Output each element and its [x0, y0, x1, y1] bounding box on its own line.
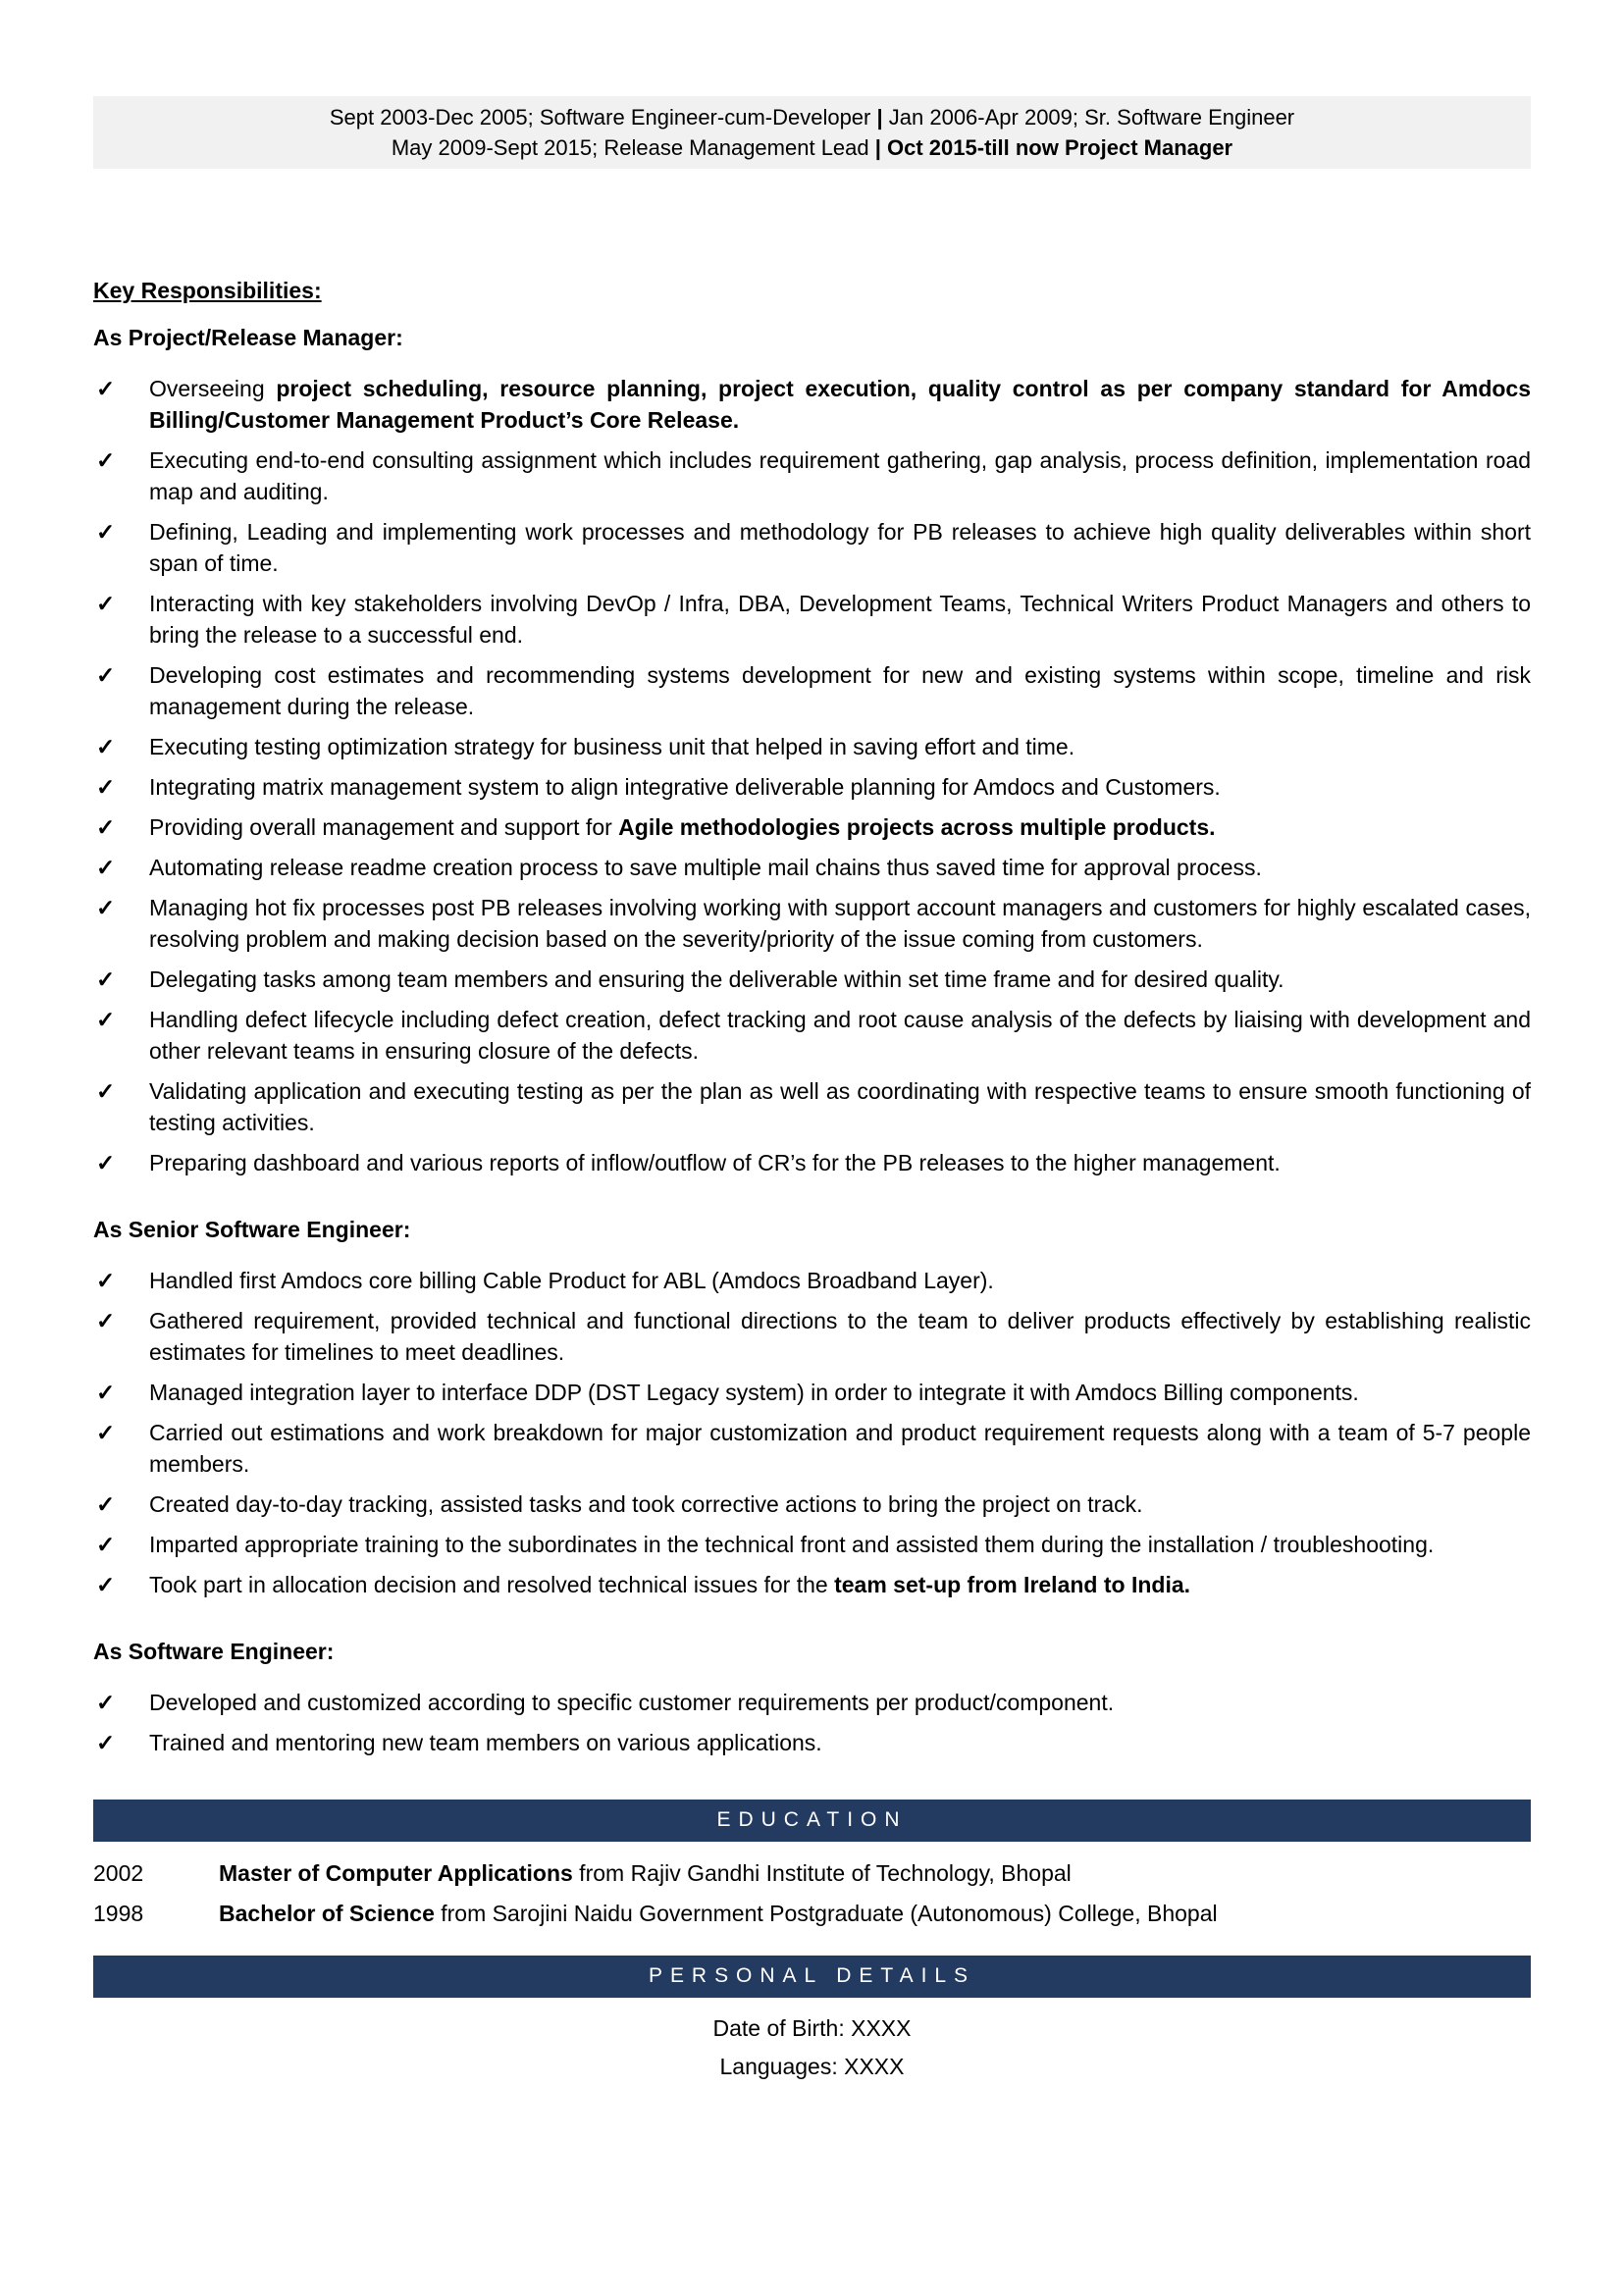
education-section-title: EDUCATION [716, 1808, 908, 1831]
bullet-text [149, 662, 1531, 719]
text-run: Defining, Leading and implementing work processes and methodology for PB releases to achieve high quality deliverables within short span of time. [149, 519, 1531, 576]
bullet-text [149, 1308, 1531, 1365]
checkmark-icon: ✓ [96, 376, 116, 401]
checkmark-icon: ✓ [96, 1078, 116, 1104]
bullet-text [149, 1572, 1190, 1597]
checkmark-icon: ✓ [96, 1690, 116, 1715]
bullet-text [149, 1491, 1143, 1517]
text-run: Executing end-to-end consulting assignment which includes requirement gathering, gap analysis, process definition, implementation road map and auditing. [149, 447, 1531, 504]
checkmark-icon: ✓ [96, 1730, 116, 1755]
text-run: Handling defect lifecycle including defect creation, defect tracking and root cause analysis of the defects by liaising with development and other relevant teams in ensuring closure of the defects. [149, 1007, 1531, 1064]
bullet-item [93, 964, 1531, 995]
text-run: Took part in allocation decision and resolved technical issues for the [149, 1572, 835, 1597]
checkmark-icon: ✓ [96, 447, 116, 473]
bullet-text [149, 1380, 1359, 1405]
bullet-list [93, 1687, 1531, 1758]
education-year: 2002 [93, 1860, 144, 1886]
text-run: Carried out estimations and work breakdown for major customization and product requirement requests along with a team of 5-7 people members. [149, 1420, 1531, 1477]
text-run: Preparing dashboard and various reports of inflow/outflow of CR’s for the PB releases to the higher management. [149, 1150, 1281, 1175]
checkmark-icon: ✓ [96, 519, 116, 545]
text-run: Master of Computer Applications [219, 1860, 573, 1886]
bullet-text [149, 774, 1221, 800]
bullet-text [149, 855, 1262, 880]
checkmark-icon: ✓ [96, 1308, 116, 1333]
checkmark-icon: ✓ [96, 1572, 116, 1597]
bullet-list [93, 373, 1531, 1178]
bullet-text [149, 895, 1531, 952]
bullet-item [93, 1727, 1531, 1758]
bullet-text [149, 1268, 994, 1293]
checkmark-icon: ✓ [96, 591, 116, 616]
bullet-text [149, 376, 1531, 433]
bullet-text [149, 1007, 1531, 1064]
personal-details-lines [93, 2009, 1531, 2086]
text-run: from Sarojini Naidu Government Postgraduate (Autonomous) College, Bhopal [434, 1901, 1218, 1926]
checkmark-icon: ✓ [96, 1420, 116, 1445]
text-run: Integrating matrix management system to align integrative deliverable planning for Amdocs and Customers. [149, 774, 1221, 800]
education-row [93, 1898, 1531, 1930]
bullet-item [93, 1417, 1531, 1480]
text-run: Delegating tasks among team members and ensuring the deliverable within set time frame and for desired quality. [149, 966, 1284, 992]
checkmark-icon: ✓ [96, 734, 116, 759]
bullet-item [93, 1569, 1531, 1600]
checkmark-icon: ✓ [96, 895, 116, 920]
bullet-text [149, 734, 1074, 759]
text-run: Agile methodologies projects across multiple products. [618, 814, 1216, 840]
employment-history-line-2 [93, 132, 1531, 163]
bullet-text [149, 1078, 1531, 1135]
text-run: Validating application and executing testing as per the plan as well as coordinating with respective teams to ensure smooth functioning of testing activities. [149, 1078, 1531, 1135]
text-run: Interacting with key stakeholders involving DevOp / Infra, DBA, Development Teams, Technical Writers Product Managers and others to bring the release to a successful end. [149, 591, 1531, 648]
bullet-item [93, 1687, 1531, 1718]
checkmark-icon: ✓ [96, 1007, 116, 1032]
bullet-text [149, 1730, 822, 1755]
text-run: Sept 2003-Dec 2005; Software Engineer-cum-Developer [329, 105, 877, 130]
responsibility-subsections [93, 322, 1531, 1758]
text-run: Managed integration layer to interface DDP (DST Legacy system) in order to integrate it with Amdocs Billing components. [149, 1380, 1359, 1405]
text-run: team set-up from Ireland to India. [834, 1572, 1191, 1597]
employment-history-line-1 [93, 102, 1531, 132]
checkmark-icon: ✓ [96, 966, 116, 992]
bullet-item [93, 852, 1531, 883]
bullet-item [93, 1147, 1531, 1178]
text-run: Executing testing optimization strategy for business unit that helped in saving effort and time. [149, 734, 1075, 759]
bullet-text [149, 814, 1216, 840]
bullet-item [93, 1529, 1531, 1560]
text-run: Created day-to-day tracking, assisted tasks and took corrective actions to bring the project on track. [149, 1491, 1143, 1517]
text-run: Jan 2006-Apr 2009; Sr. Software Engineer [888, 105, 1295, 130]
bullet-item [93, 1004, 1531, 1067]
checkmark-icon: ✓ [96, 662, 116, 688]
checkmark-icon: ✓ [96, 774, 116, 800]
bullet-list [93, 1265, 1531, 1600]
education-row [93, 1857, 1531, 1890]
subsection-heading: As Senior Software Engineer: [93, 1217, 411, 1242]
bullet-text [149, 591, 1531, 648]
text-run: Managing hot fix processes post PB releases involving working with support account managers and customers for highly escalated cases, resolving problem and making decision based on the severity/priority of the issue coming from customers. [149, 895, 1531, 952]
bullet-text [149, 1690, 1114, 1715]
checkmark-icon: ✓ [96, 1491, 116, 1517]
text-run: | [876, 105, 889, 130]
bullet-text [149, 1532, 1434, 1557]
subsection-heading: As Project/Release Manager: [93, 325, 403, 350]
bullet-item [93, 771, 1531, 803]
checkmark-icon: ✓ [96, 1268, 116, 1293]
bullet-item [93, 1075, 1531, 1138]
text-run: Bachelor of Science [219, 1901, 435, 1926]
bullet-text [149, 447, 1531, 504]
bullet-item [93, 731, 1531, 762]
text-run: Developing cost estimates and recommending systems development for new and existing systems within scope, timeline and risk management during the release. [149, 662, 1531, 719]
bullet-item [93, 588, 1531, 651]
text-run: Developed and customized according to specific customer requirements per product/component. [149, 1690, 1115, 1715]
bullet-text [149, 1420, 1531, 1477]
checkmark-icon: ✓ [96, 1150, 116, 1175]
checkmark-icon: ✓ [96, 1380, 116, 1405]
bullet-item [93, 1377, 1531, 1408]
bullet-item [93, 373, 1531, 436]
text-run: Automating release readme creation process to save multiple mail chains thus saved time for approval process. [149, 855, 1262, 880]
checkmark-icon: ✓ [96, 855, 116, 880]
text-run: Overseeing [149, 376, 277, 401]
page-content [93, 96, 1531, 2086]
subsection-heading: As Software Engineer: [93, 1639, 335, 1664]
bullet-item [93, 444, 1531, 507]
bullet-item [93, 1265, 1531, 1296]
text-run: Providing overall management and support for [149, 814, 619, 840]
text-run: Imparted appropriate training to the subordinates in the technical front and assisted them during the installation / troubleshooting. [149, 1532, 1435, 1557]
text-run: | Oct 2015-till now Project Manager [874, 135, 1233, 160]
bullet-item [93, 811, 1531, 843]
personal-detail-line: Languages: XXXX [719, 2054, 905, 2079]
checkmark-icon: ✓ [96, 1532, 116, 1557]
key-responsibilities-title: Key Responsibilities: [93, 278, 322, 303]
bullet-item [93, 1305, 1531, 1368]
bullet-item [93, 1488, 1531, 1520]
bullet-text [149, 966, 1284, 992]
checkmark-icon: ✓ [96, 814, 116, 840]
text-run: Trained and mentoring new team members on various applications. [149, 1730, 822, 1755]
text-run: project scheduling, resource planning, project execution, quality control as per company standard for Amdocs Billing/Customer Management Product’s Core Release. [149, 376, 1531, 433]
text-run: May 2009-Sept 2015; Release Management Lead [391, 135, 875, 160]
text-run: Handled first Amdocs core billing Cable Product for ABL (Amdocs Broadband Layer). [149, 1268, 994, 1293]
personal-details-section-bar [93, 1956, 1531, 1998]
personal-detail-line: Date of Birth: XXXX [712, 2015, 912, 2041]
bullet-item [93, 892, 1531, 955]
personal-details-section-title: PERSONAL DETAILS [648, 1964, 976, 1987]
bullet-item [93, 659, 1531, 722]
education-degree-text [219, 1898, 1531, 1930]
education-degree-text [219, 1857, 1531, 1890]
education-year: 1998 [93, 1901, 144, 1926]
text-run: Gathered requirement, provided technical and functional directions to the team to deliver products effectively by establishing realistic estimates for timelines to meet deadlines. [149, 1308, 1531, 1365]
education-rows [93, 1857, 1531, 1930]
bullet-text [149, 1150, 1281, 1175]
employment-history-banner [93, 96, 1531, 169]
education-section-bar [93, 1800, 1531, 1842]
bullet-text [149, 519, 1531, 576]
text-run: from Rajiv Gandhi Institute of Technology, Bhopal [572, 1860, 1072, 1886]
bullet-item [93, 516, 1531, 579]
